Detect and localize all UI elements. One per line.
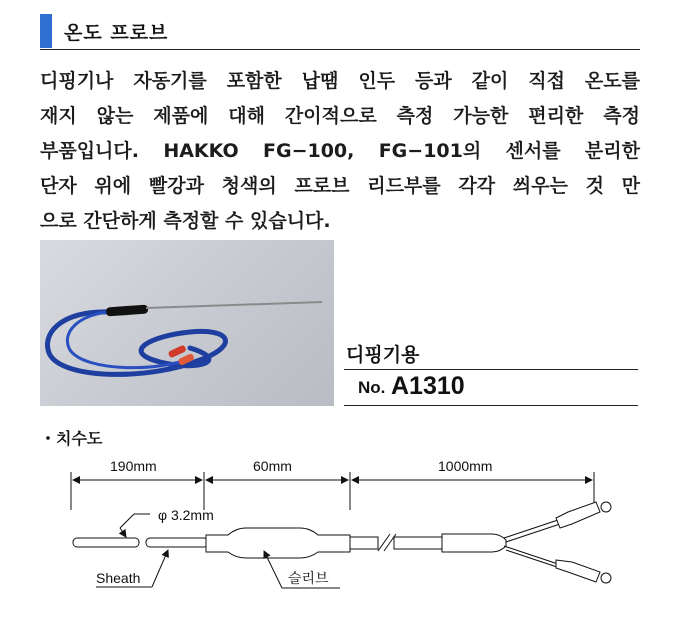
section-title: 온도 프로브: [64, 22, 169, 44]
model-underline: [344, 405, 638, 406]
sleeve-label: 슬리브: [288, 570, 329, 586]
dimension-label-sleeve: 60mm: [253, 458, 292, 474]
splitter-body: [442, 534, 506, 552]
plug-upper: [556, 502, 600, 528]
dimension-title: ・치수도: [40, 429, 103, 448]
usage-underline: [344, 369, 638, 370]
usage-block: [344, 338, 638, 370]
description-line: 부품입니다. HAKKO FG−100, FG−101의 센서를 분리한: [40, 140, 640, 162]
description-line: 디핑기나 자동기를 포함한 납땜 인두 등과 같이 직접 온도를: [40, 70, 640, 92]
model-block: [344, 372, 638, 406]
sheath-label: Sheath: [96, 570, 141, 586]
plug-lower: [556, 560, 600, 582]
header-underline: [40, 49, 640, 50]
description-line: 재지 않는 제품에 대해 간이적으로 측정 가능한 편리한 측정: [40, 105, 640, 127]
dimension-drawing: [0, 440, 700, 635]
product-photo: [40, 240, 334, 406]
description-line: 단자 위에 빨강과 청색의 프로브 리드부를 각각 씌우는 것 만: [40, 175, 640, 197]
section-header: [40, 14, 640, 50]
cable-segment-2: [394, 537, 442, 549]
sleeve-body: [206, 528, 350, 558]
header-accent-bar: [40, 14, 52, 48]
temperature-probe-image: [40, 240, 334, 406]
product-description: [40, 64, 640, 239]
model-prefix: No.: [358, 378, 386, 397]
cable-segment-1: [350, 537, 378, 549]
dimension-label-sheath: 190mm: [110, 458, 157, 474]
sheath-part-1: [73, 538, 139, 547]
description-line: 으로 간단하게 측정할 수 있습니다.: [40, 210, 331, 232]
diameter-label: φ 3.2mm: [158, 507, 214, 523]
model-number: A1310: [391, 372, 465, 400]
sheath-part-2: [146, 538, 208, 547]
dimension-label-lead: 1000mm: [438, 458, 493, 474]
usage-label: 디핑기용: [346, 344, 420, 366]
